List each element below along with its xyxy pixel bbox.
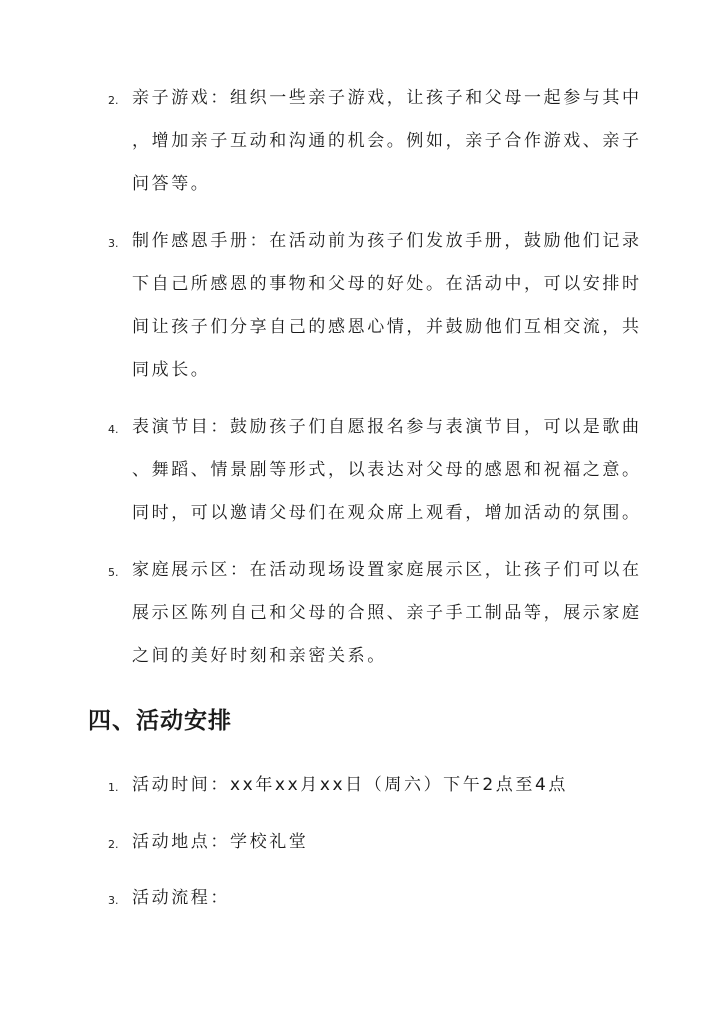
list-text-line: 家庭展示区：在活动现场设置家庭展示区，让孩子们可以在 — [132, 560, 642, 580]
list-number: 5. — [108, 566, 119, 579]
list-text-line: 制作感恩手册：在活动前为孩子们发放手册，鼓励他们记录 — [132, 231, 642, 251]
list-number: 1. — [108, 781, 119, 794]
section-heading: 四、活动安排 — [88, 707, 232, 734]
list-text-line: 、舞蹈、情景剧等形式，以表达对父母的感恩和祝福之意。 — [132, 460, 642, 480]
list-number: 3. — [108, 237, 119, 250]
list-number: 2. — [108, 94, 119, 107]
list-number: 2. — [108, 838, 119, 851]
list-text-line: 同成长。 — [132, 360, 211, 380]
list-text-line: 活动地点：学校礼堂 — [132, 832, 309, 852]
list-text-line: 亲子游戏：组织一些亲子游戏，让孩子和父母一起参与其中 — [132, 88, 642, 108]
list-text-line: 活动流程： — [132, 888, 230, 908]
list-number: 4. — [108, 423, 119, 436]
list-text-line: 之间的美好时刻和亲密关系。 — [132, 646, 387, 666]
list-text-line: 间让孩子们分享自己的感恩心情，并鼓励他们互相交流，共 — [132, 317, 642, 337]
list-text-line: ，增加亲子互动和沟通的机会。例如，亲子合作游戏、亲子 — [132, 131, 642, 151]
list-text-line: 同时，可以邀请父母们在观众席上观看，增加活动的氛围。 — [132, 503, 642, 523]
list-text-line: 问答等。 — [132, 174, 211, 194]
list-text-line: 下自己所感恩的事物和父母的好处。在活动中，可以安排时 — [132, 274, 642, 294]
list-text-line: 展示区陈列自己和父母的合照、亲子手工制品等，展示家庭 — [132, 603, 642, 623]
list-text-line: 表演节目：鼓励孩子们自愿报名参与表演节目，可以是歌曲 — [132, 417, 642, 437]
list-number: 3. — [108, 894, 119, 907]
list-text-line: 活动时间：xx年xx月xx日（周六）下午2点至4点 — [132, 775, 568, 795]
